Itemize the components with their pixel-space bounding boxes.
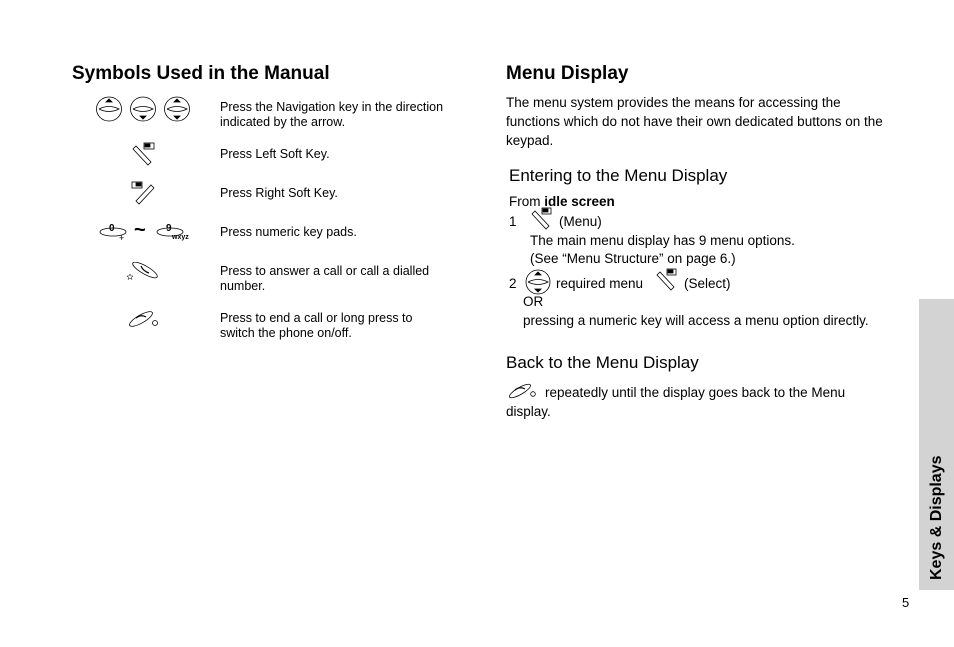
numeric-alt-text: pressing a numeric key will access a menu option directly.: [523, 313, 869, 328]
numeric-key-0-label: 0: [109, 223, 115, 234]
menu-display-title: Menu Display: [506, 63, 629, 84]
step1-info-2: (See “Menu Structure” on page 6.): [530, 251, 736, 266]
symbol-left-soft-desc: Press Left Soft Key.: [220, 147, 330, 161]
step1-info-1: The main menu display has 9 menu options.: [530, 233, 795, 248]
section-side-tab: [919, 299, 954, 590]
step2-required-menu: required menu: [556, 276, 644, 291]
back-heading: Back to the Menu Display: [506, 353, 699, 372]
step1-number: 1: [509, 214, 517, 229]
section-side-tab-label: Keys & Displays: [927, 455, 945, 580]
left-soft-key-icon: [654, 268, 680, 292]
symbols-title: Symbols Used in the Manual: [72, 63, 330, 84]
symbol-nav-desc: Press the Navigation key in the direction indicated by the arrow.: [220, 100, 444, 129]
send-key-icon: [127, 262, 161, 280]
step2-number: 2: [509, 276, 517, 291]
page-number: 5: [902, 595, 910, 610]
symbol-end-desc: Press to end a call or long press to switch the phone on/off.: [220, 311, 413, 340]
left-soft-key-icon: [130, 141, 158, 167]
numeric-key-0-sub: +: [119, 233, 125, 243]
symbol-numeric-desc: Press numeric key pads.: [220, 225, 357, 239]
right-soft-key-icon: [130, 180, 158, 206]
entering-heading: Entering to the Menu Display: [509, 166, 728, 185]
navigation-keys-icon: [96, 96, 192, 122]
range-tilde: ~: [134, 219, 146, 241]
numeric-key-9-label: 9: [166, 223, 172, 234]
numeric-key-9-sub: wxyz: [172, 234, 189, 241]
back-text: repeatedly until the display goes back to the Menu display.: [506, 385, 846, 419]
menu-intro: The menu system provides the means for accessing the functions which do not have their own dedicated buttons on the keypad.: [506, 95, 883, 148]
from-idle-line: [509, 192, 615, 211]
step1-menu-label: (Menu): [559, 214, 602, 229]
or-label: OR: [523, 294, 544, 309]
symbol-send-desc: Press to answer a call or call a dialled number.: [220, 264, 430, 293]
step2-select-label: (Select): [684, 276, 731, 291]
idle-screen-label: idle screen: [544, 194, 615, 209]
symbol-right-soft-desc: Press Right Soft Key.: [220, 186, 338, 200]
end-key-icon: [127, 309, 161, 329]
left-soft-key-icon: [529, 207, 555, 231]
from-prefix: From: [509, 194, 545, 209]
